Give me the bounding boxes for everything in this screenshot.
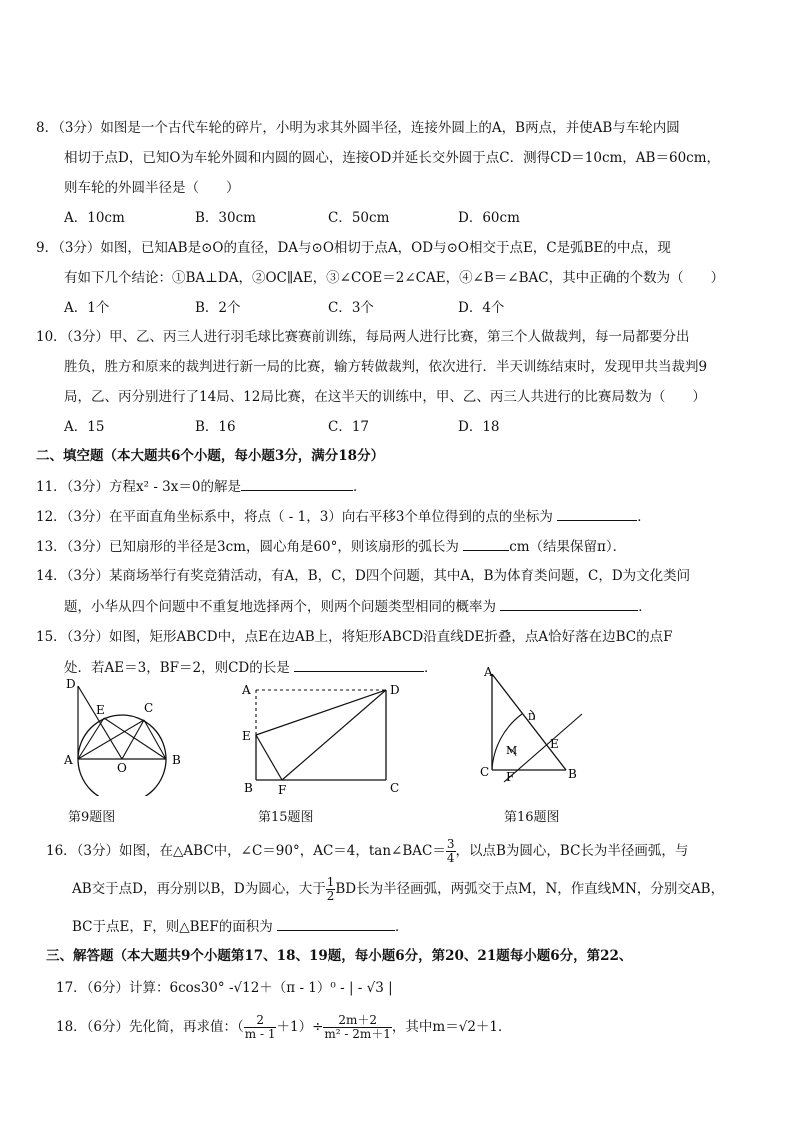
q12 — [36, 506, 651, 527]
q18-f1-den: m - 1 — [244, 1027, 276, 1041]
fig15-line-ed — [256, 690, 386, 735]
q11-text: 11．（3分）方程x² - 3x＝0的解是 — [36, 479, 241, 495]
fig9-label-e: E — [96, 703, 105, 717]
fig15-caption: 第15题图 — [258, 810, 314, 825]
q16-line2 — [72, 874, 724, 904]
fig16-label-e: E — [550, 737, 559, 751]
fig9-line-cb — [144, 720, 166, 759]
q16-text3: BC于点E，F，则△BEF的面积为 — [72, 919, 278, 935]
q13-text: 13．（3分）已知扇形的半径是3cm，圆心角是60°，则该扇形的弧长为 — [36, 539, 464, 555]
q12-post: ． — [637, 509, 651, 525]
fig16-label-f: F — [506, 770, 515, 784]
fig9-label-b: B — [172, 753, 181, 767]
q16-line1 — [46, 836, 688, 866]
q15-line2 — [64, 657, 438, 678]
q15-post: ． — [424, 660, 438, 676]
q10-option-c: C．17 — [328, 419, 370, 435]
fig9-line-ae — [78, 718, 104, 759]
q16-fraction-3-4 — [446, 838, 456, 865]
fig15-line-fd — [282, 690, 386, 780]
figure-16 — [478, 660, 598, 790]
q16-frac1-num: 3 — [446, 837, 455, 851]
q14-answer-blank[interactable] — [500, 596, 638, 611]
q9-line2: 有如下几个结论：①BA⊥DA，②OC∥AE，③∠COE＝2∠CAE，④∠B＝∠BAC，其中正确的个数为（ ） — [64, 270, 725, 286]
q16-frac1-den: 4 — [446, 851, 455, 865]
fig9-circle — [78, 715, 166, 796]
q15-answer-blank[interactable] — [294, 657, 424, 672]
q16-text2b: BD长为半径画弧，两弧交于点M，N，作直线MN，分别交AB， — [335, 881, 725, 897]
q8-line1: 8．（3分）如图是一个古代车轮的碎片，小明为求其外圆半径，连接外圆上的A，B两点，并使AB与车轮内圆 — [36, 120, 680, 136]
fig16-caption: 第16题图 — [504, 810, 560, 825]
q8-option-c: C．50cm — [328, 210, 390, 226]
q16-post: ． — [395, 919, 409, 935]
q9-option-d: D．4个 — [458, 300, 505, 316]
fig9-label-a: A — [64, 753, 73, 767]
q13-post: cm（结果保留π）． — [509, 539, 627, 555]
q18-f1-num: 2 — [244, 1014, 277, 1028]
q14-line1: 14．（3分）某商场举行有奖竞猜活动，有A，B，C，D四个问题，其中A，B为体育类问题，C，D为文化类问 — [36, 568, 691, 584]
fig9-label-o: O — [117, 761, 127, 775]
q13 — [36, 536, 626, 557]
figure-9 — [58, 676, 198, 796]
q10-option-b: B．16 — [195, 419, 236, 435]
q9-line1: 9．（3分）如图，已知AB是⊙O的直径，DA与⊙O相切于点A，OD与⊙O相交于点E，C是弧BE的中点，现 — [36, 240, 671, 256]
q8-option-d: D．60cm — [458, 210, 520, 226]
q16-frac2-den: 2 — [326, 889, 335, 903]
q14-text2: 题，小华从四个问题中不重复地选择两个，则两个问题类型相同的概率为 — [64, 599, 501, 615]
fig15-label-d: D — [390, 683, 400, 697]
fig9-label-d: D — [66, 677, 76, 691]
q10-option-d: D．18 — [458, 419, 500, 435]
q16-text2: AB交于点D，再分别以B，D为圆心，大于 — [72, 881, 326, 897]
q10-line2: 胜负，胜方和原来的裁判进行新一局的比赛，输方转做裁判，依次进行．半天训练结束时，发现甲共当裁判9 — [64, 359, 708, 375]
fig16-label-a: A — [484, 665, 493, 679]
q11 — [36, 476, 366, 497]
q15-text2: 处．若AE＝3，BF＝2，则CD的长是 — [64, 660, 295, 676]
fig16-label-c: C — [480, 765, 490, 779]
fig9-label-c: C — [144, 701, 154, 715]
fig16-label-m: M — [506, 744, 518, 757]
q16-text1b: ，以点B为圆心，BC长为半径画弧，与 — [455, 843, 689, 859]
fig16-arc — [492, 714, 522, 770]
q18-f2-num: 2m＋2 — [323, 1014, 392, 1028]
q18-mid: ＋1）÷ — [276, 1019, 324, 1035]
q16-frac2-num: 1 — [326, 875, 335, 889]
fig15-label-e: E — [242, 729, 251, 743]
q11-answer-blank[interactable] — [241, 476, 353, 491]
q10-line3: 局，乙、丙分别进行了14局、12局比赛，在这半天的训练中，甲、乙、丙三人共进行的比赛局数为（ ） — [64, 389, 706, 405]
q16-line3 — [72, 916, 409, 937]
section-3-heading: 三、解答题（本大题共9个小题第17、18、19题，每小题6分，第20、21题每小题6分，第22、 — [46, 948, 633, 964]
q18-post: ，其中m＝√2＋1． — [391, 1019, 512, 1035]
q8-option-b: B．30cm — [195, 210, 256, 226]
q14-line2 — [64, 596, 652, 617]
fig15-line-ef — [256, 735, 282, 780]
section-2-heading: 二、填空题（本大题共6个小题，每小题3分，满分18分） — [36, 448, 385, 464]
q17: 17．（6分）计算：6cos30° -√12＋（π - 1）⁰ - | - √3 | — [56, 980, 393, 996]
fig16-label-b: B — [568, 767, 577, 781]
q18 — [56, 1012, 512, 1042]
q8-line3: 则车轮的外圆半径是（ ） — [64, 180, 240, 196]
fig9-line-oc — [122, 720, 144, 759]
q16-text1: 16．（3分）如图，在△ABC中，∠C＝90°，AC＝4，tan∠BAC＝ — [46, 843, 446, 859]
q18-f2-den: m² - 2m＋1 — [324, 1027, 391, 1041]
q16-fraction-1-2 — [326, 876, 336, 903]
q8-line2: 相切于点D，已知O为车轮外圆和内圆的圆心，连接OD并延长交外圆于点C．测得CD＝10cm，AB＝60cm， — [64, 150, 721, 166]
q9-option-c: C．3个 — [328, 300, 374, 316]
q8-option-a: A．10cm — [64, 210, 125, 226]
q18-fraction-2 — [323, 1014, 392, 1041]
fig16-label-d: D — [528, 713, 536, 723]
q18-fraction-1 — [244, 1014, 277, 1041]
fig15-label-f: F — [278, 783, 287, 797]
q18-text: 18．（6分）先化简，再求值：（ — [56, 1019, 244, 1035]
q9-option-a: A．1个 — [64, 300, 110, 316]
fig15-label-b: B — [244, 781, 253, 795]
q10-line1: 10．（3分）甲、乙、丙三人进行羽毛球比赛赛前训练，每局两人进行比赛，第三个人做裁判，每一局都要分出 — [36, 329, 690, 345]
q15-line1: 15．（3分）如图，矩形ABCD中，点E在边AB上，将矩形ABCD沿直线DE折叠，点A恰好落在边BC的点F — [36, 629, 673, 645]
q10-option-a: A．15 — [64, 419, 105, 435]
fig9-caption: 第9题图 — [68, 810, 116, 825]
q12-text: 12．（3分）在平面直角坐标系中，将点（ - 1，3）向右平移3个单位得到的点的坐标为 — [36, 509, 558, 525]
q13-answer-blank[interactable] — [463, 536, 509, 551]
q9-option-b: B．2个 — [195, 300, 241, 316]
fig15-label-a: A — [242, 683, 251, 697]
q11-post: ． — [352, 479, 367, 495]
figure-15 — [236, 680, 411, 800]
fig9-line-ac — [78, 720, 144, 759]
q14-post: ． — [638, 599, 652, 615]
q16-answer-blank[interactable] — [277, 916, 395, 931]
q12-answer-blank[interactable] — [557, 506, 637, 521]
fig15-label-c: C — [390, 781, 400, 795]
